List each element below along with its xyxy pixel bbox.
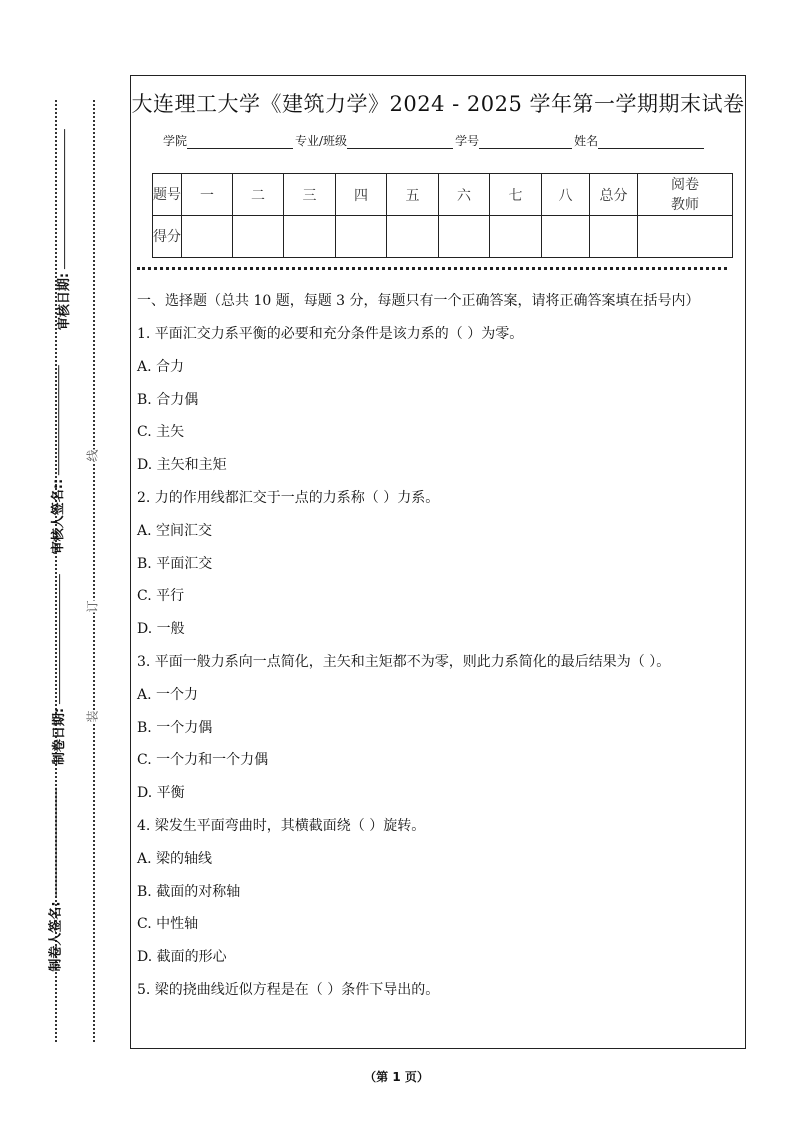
score-cell[interactable] xyxy=(284,216,336,258)
section-divider xyxy=(137,267,727,270)
question-stem: 2. 力的作用线都汇交于一点的力系称（ ）力系。 xyxy=(137,489,440,506)
exam-page-frame xyxy=(130,75,746,1049)
score-cell[interactable] xyxy=(233,216,284,258)
college-input[interactable] xyxy=(187,134,293,149)
student-id-label: 学号 xyxy=(455,134,480,148)
major-class-input[interactable] xyxy=(347,134,453,149)
review-date-label: 审核日期: xyxy=(57,272,73,331)
question-stem: 3. 平面一般力系向一点简化，主矢和主矩都不为零，则此力系简化的最后结果为（ ）。 xyxy=(137,653,671,670)
paper-maker-signature-label: 制卷人签名: xyxy=(48,901,64,972)
answer-option: C. 一个力和一个力偶 xyxy=(137,752,269,769)
score-table xyxy=(152,173,733,258)
score-cell[interactable] xyxy=(490,216,542,258)
answer-option: D. 平衡 xyxy=(137,785,185,802)
answer-option: B. 一个力偶 xyxy=(137,719,213,736)
question-section xyxy=(137,290,732,1007)
table-row xyxy=(153,216,733,258)
row-label-score: 得分 xyxy=(153,216,182,258)
paper-maker-signature-field xyxy=(45,787,64,971)
reviewer-signature-label: 审核人签名:: xyxy=(51,478,67,555)
answer-option: C. 平行 xyxy=(137,588,185,605)
page-number: （第 1 页） xyxy=(364,1070,429,1084)
column-header: 六 xyxy=(439,174,490,216)
score-cell[interactable] xyxy=(542,216,590,258)
answer-option: D. 截面的形心 xyxy=(137,949,227,966)
column-header: 四 xyxy=(336,174,387,216)
college-label: 学院 xyxy=(163,134,188,148)
score-cell[interactable] xyxy=(638,216,733,258)
answer-option: A. 梁的轴线 xyxy=(137,850,213,867)
answer-option: A. 空间汇交 xyxy=(137,522,213,539)
answer-option: A. 合力 xyxy=(137,358,185,375)
paper-date-field xyxy=(48,574,67,765)
table-row xyxy=(153,174,733,216)
binding-mark-ding: 订 xyxy=(85,600,100,613)
question-stem: 5. 梁的挠曲线近似方程是在（ ）条件下导出的。 xyxy=(137,981,440,998)
score-cell[interactable] xyxy=(439,216,490,258)
column-header xyxy=(638,174,733,216)
student-info-fields xyxy=(163,132,706,149)
answer-option: B. 截面的对称轴 xyxy=(137,883,241,900)
reviewer-signature-field xyxy=(47,365,66,554)
score-cell[interactable] xyxy=(182,216,233,258)
column-header: 总分 xyxy=(590,174,638,216)
answer-option: A. 一个力 xyxy=(137,686,199,703)
answer-option: D. 一般 xyxy=(137,621,185,638)
row-label-question-no: 题号 xyxy=(153,174,182,216)
answer-option: B. 合力偶 xyxy=(137,391,199,408)
binding-dotted-line-inner xyxy=(93,100,95,1042)
score-cell[interactable] xyxy=(590,216,638,258)
paper-date-label: 制卷日期: xyxy=(52,707,68,766)
question-list xyxy=(137,318,732,1007)
column-header: 五 xyxy=(387,174,439,216)
student-id-input[interactable] xyxy=(479,134,572,149)
column-header: 七 xyxy=(490,174,542,216)
column-header: 一 xyxy=(182,174,233,216)
name-label: 姓名 xyxy=(574,134,599,148)
answer-option: C. 中性轴 xyxy=(137,916,199,933)
binding-mark-xian: 线 xyxy=(85,449,100,462)
score-cell[interactable] xyxy=(336,216,387,258)
exam-title: 大连理工大学《建筑力学》2024 - 2025 学年第一学期期末试卷 xyxy=(131,92,745,116)
column-header: 二 xyxy=(233,174,284,216)
major-class-label: 专业/班级 xyxy=(295,134,348,148)
column-header: 三 xyxy=(284,174,336,216)
question-stem: 1. 平面汇交力系平衡的必要和充分条件是该力系的（ ）为零。 xyxy=(137,326,524,342)
question-stem: 4. 梁发生平面弯曲时，其横截面绕（ ）旋转。 xyxy=(137,817,426,834)
name-input[interactable] xyxy=(598,134,704,149)
answer-option: C. 主矢 xyxy=(137,424,185,441)
answer-option: D. 主矢和主矩 xyxy=(137,457,227,474)
column-header: 八 xyxy=(542,174,590,216)
score-cell[interactable] xyxy=(387,216,439,258)
grader-label: 阅卷教师 xyxy=(671,176,699,213)
answer-option: B. 平面汇交 xyxy=(137,555,213,572)
section-intro: 一、选择题（总共 10 题，每题 3 分，每题只有一个正确答案，请将正确答案填在括号内） xyxy=(137,293,700,309)
binding-mark-zhuang: 装 xyxy=(85,710,100,723)
review-date-field xyxy=(53,129,72,330)
